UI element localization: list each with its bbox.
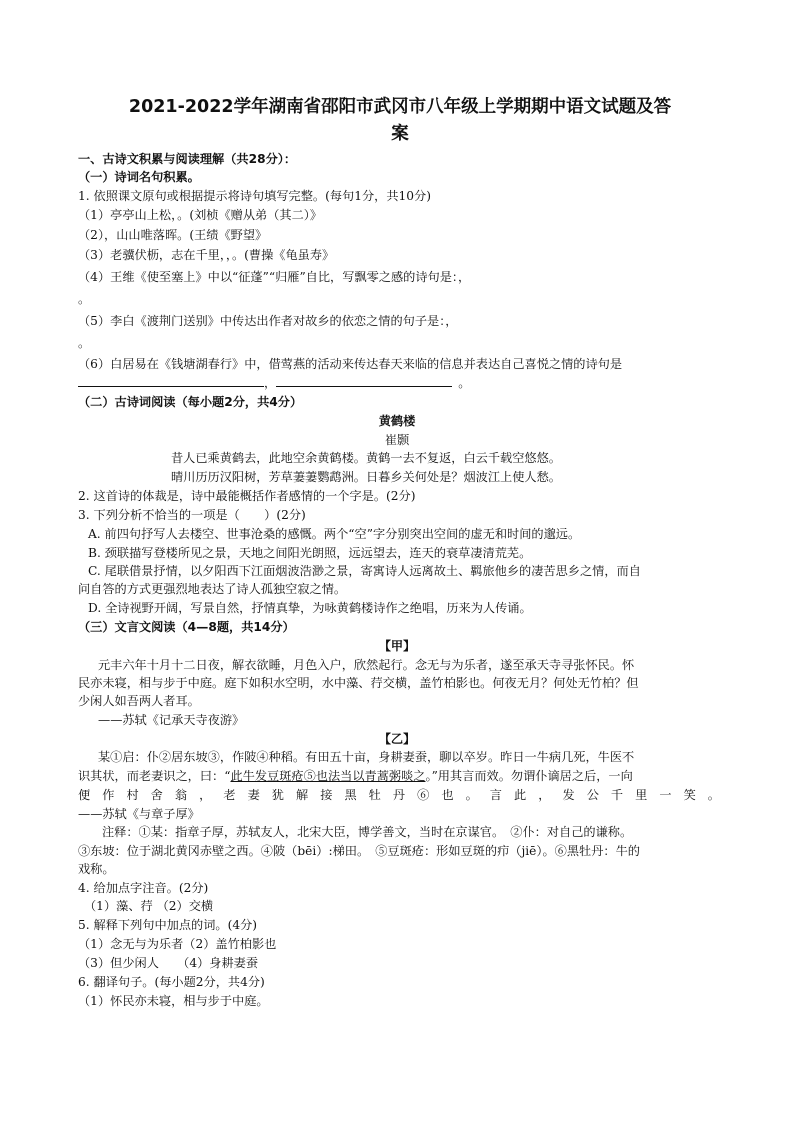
subsection-3-heading: （三）文言文阅读（4—8题，共14分） <box>78 620 295 634</box>
passage-b-text: 。”用其言而效。勿谓仆谪居之后，一向 <box>425 769 633 783</box>
question-2: 2. 这首诗的体裁是，诗中最能概括作者感情的一个字是。(2分) <box>78 489 416 503</box>
question-5-items-2: （3）但少闲人 （4）身耕妻蚕 <box>78 956 259 970</box>
question-3-option-b: B. 颈联描写登楼所见之景，天地之间阳光朗照，远远望去，连天的衰草凄清荒芜。 <box>88 546 532 560</box>
passage-b-source: ——苏轼《与章子厚》 <box>78 807 200 821</box>
question-3-option-d: D. 全诗视野开阔，写景自然，抒情真挚，为咏黄鹤楼诗作之绝唱，历来为人传诵。 <box>88 601 532 615</box>
question-1-item-2: （2），山山唯落晖。(王绩《野望》 <box>78 228 268 242</box>
passage-a-line-3: 少闲人如吾两人者耳。 <box>78 694 200 708</box>
notes-line-3: 戏称。 <box>78 862 115 876</box>
passage-b-line-1: 某①启：仆②居东坡③，作陂④种稻。有田五十亩，身耕妻蚕，聊以卒岁。昨日一牛病几死，牛医不 <box>98 750 635 764</box>
passage-a-line-1: 元丰六年十月十二日夜，解衣欲睡，月色入户，欣然起行。念无与为乐者，遂至承天寺寻张怀民。怀 <box>98 658 635 672</box>
question-6-item-1: （1）怀民亦未寝，相与步于中庭。 <box>78 994 269 1008</box>
notes-line-1: 注释：①某：指章子厚，苏轼友人，北宋大臣，博学善文，当时在京谋官。 ②仆：对自己的谦称。 <box>102 825 633 839</box>
passage-a-heading: 【甲】 <box>378 639 416 653</box>
passage-b-line-2 <box>78 767 633 785</box>
question-1-item-6-blanks <box>78 373 470 392</box>
question-3-option-a: A. 前四句抒写人去楼空、世事沧桑的感慨。两个“空”字分别突出空间的虚无和时间的邈远。 <box>88 527 581 541</box>
poem-author: 崔颢 <box>384 433 410 447</box>
question-4-items: （1）藻、荇 （2）交横 <box>84 899 214 913</box>
passage-b-text: 识其状，而老妻识之，曰：“ <box>78 769 231 783</box>
notes-line-2: ③东坡：位于湖北黄冈赤壁之西。④陂（bēi）:梯田。 ⑤豆斑疮：形如豆斑的疖（jiē）。⑥黑牡丹：牛的 <box>78 844 640 858</box>
document-title <box>60 94 740 148</box>
question-3-option-c: C. 尾联借景抒情，以夕阳西下江面烟波浩渺之景，寄寓诗人远离故土、羁旅他乡的凄苦思乡之情，而自 <box>88 564 641 578</box>
underlined-sentence: 此牛发豆斑疮⑤也法当以青蒿粥啖之 <box>230 769 426 783</box>
passage-a-source: ——苏轼《记承天寺夜游》 <box>98 713 245 727</box>
question-1-item-5: （5）李白《渡荆门送别》中传达出作者对故乡的依恋之情的句子是：， <box>78 314 458 328</box>
question-1-item-4-end: 。 <box>78 292 91 306</box>
blank-end: 。 <box>458 376 471 390</box>
question-1-item-6: （6）白居易在《钱塘湖春行》中，借莺燕的活动来传达春天来临的信息并表达自己喜悦之情的诗句是 <box>78 357 623 371</box>
title-line-1: 2021-2022学年湖南省邵阳市武冈市八年级上学期期中语文试题及答 <box>128 97 672 117</box>
question-1: 1. 依照课文原句或根据提示将诗句填写完整。(每句1分，共10分) <box>78 189 431 203</box>
poem-line-1: 昔人已乘黄鹤去，此地空余黄鹤楼。黄鹤一去不复返，白云千载空悠悠。 <box>171 451 561 465</box>
blank-separator: ， <box>264 376 277 390</box>
question-3: 3. 下列分析不恰当的一项是（ ）(2分) <box>78 508 306 522</box>
poem-title: 黄鹤楼 <box>378 414 416 428</box>
question-1-item-3: （3）老骥伏枥，志在千里，，。(曹操《龟虽寿》 <box>78 248 335 262</box>
answer-blank <box>78 373 264 387</box>
subsection-1-heading: （一）诗词名句积累。 <box>78 170 200 184</box>
passage-b-line-3: 便作村舍翁，老妻犹解接黑牡丹⑥也。言此，发公千里一笑。 <box>78 788 720 802</box>
section-1-heading: 一、古诗文积累与阅读理解（共28分）： <box>78 152 297 166</box>
question-5-items-1: （1）念无与为乐者（2）盖竹柏影也 <box>78 937 277 951</box>
question-5: 5. 解释下列句中加点的词。(4分) <box>78 918 258 932</box>
question-1-item-1: （1）亭亭山上松，。(刘桢《赠从弟（其二）》 <box>78 208 323 222</box>
poem-line-2: 晴川历历汉阳树，芳草萋萋鹦鹉洲。日暮乡关何处是？烟波江上使人愁。 <box>171 470 561 484</box>
question-1-item-5-end: 。 <box>78 336 91 350</box>
question-6: 6. 翻译句子。(每小题2分，共4分) <box>78 975 265 989</box>
title-line-2: 案 <box>391 124 409 144</box>
passage-a-line-2: 民亦未寝，相与步于中庭。庭下如积水空明，水中藻、荇交横，盖竹柏影也。何夜无月？何处无竹柏？但 <box>78 676 639 690</box>
passage-b-heading: 【乙】 <box>378 732 416 746</box>
question-4: 4. 给加点字注音。(2分) <box>78 881 209 895</box>
question-3-option-c-cont: 问自答的方式更强烈地表达了诗人孤独空寂之情。 <box>78 582 347 596</box>
question-1-item-4: （4）王维《使至塞上》中以“征蓬”“归雁”自比，写飘零之感的诗句是：， <box>78 270 471 284</box>
subsection-2-heading: （二）古诗词阅读（每小题2分，共4分） <box>78 395 303 409</box>
answer-blank <box>276 373 452 387</box>
